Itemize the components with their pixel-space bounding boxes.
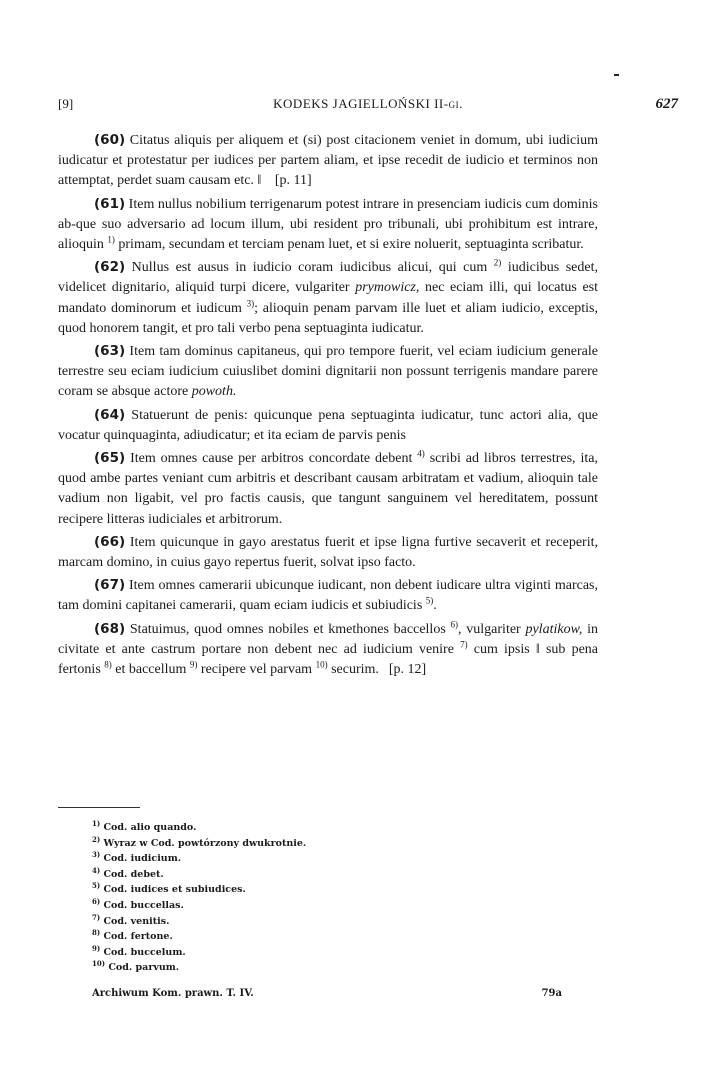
paragraph-number: (60) [94,132,126,148]
paragraph-number: (65) [94,450,126,467]
paragraph-61 [58,194,598,256]
paragraph-68 [58,619,598,681]
main-text [58,130,598,682]
paragraph-number: (62) [94,259,126,276]
paragraph-67 [58,575,598,616]
paragraph-text: cum ipsis ‖ sub pena fertonis [58,641,598,678]
running-title: KODEKS JAGIELLOŃSKI II-gi. [273,96,463,111]
footnote-ref: 5) [425,595,434,606]
footnote-ref: 9) [189,659,198,670]
paragraph-text: nec eciam illi, qui locatus est mandato dominorum et iudicum [58,280,598,316]
paragraph-number: (66) [94,533,126,550]
footnote-ref: 7) [460,639,468,650]
paragraph-text: Item nullus nobilium terrigenarum potest intrare in presenciam iudicis cum dominis ab-que suo adversario ad locum illum, ubi resident pro tribunali, ubi prohibitum est intrare, alioquin [58,196,598,253]
running-header [58,96,678,116]
footnote: $^{1)}$ Cod. alio quando. [92,818,197,833]
paragraph-63 [58,341,598,403]
page-footer [92,988,562,1004]
paragraph-number: (63) [94,343,126,360]
footnote: $^{4)}$ Cod. debet. [92,865,164,880]
paragraph-text: Statuerunt de penis: quicunque pena septuaginta iudicatur, tunc actori alia, que vocatur quinquaginta, adiudicatur; et ita eciam de parvis penis [58,407,598,443]
paragraph-62 [58,257,598,339]
paragraph-text: scribi ad libros terrestres, ita, quod ambe partes veniant cum arbitris et describant causam arbitratam et vadium, alioquin tale vadium non ligabit, vel pro factis causis, que tangunt sanguinem vel hereditatem, possunt recipere litteras iudiciales et arbitrorum. [58,451,598,527]
paragraph-text: et baccellum [111,662,190,678]
paragraph-text: iudicibus sedet, videlicet dignitario, aliquid turpi dicere, vulgariter [58,260,598,296]
footnote-ref: 10) [315,659,328,670]
vernacular-term: powoth. [191,384,237,400]
footnote: $^{8)}$ Cod. fertone. [92,928,173,943]
paragraph-text: ; alioquin penam parvam ille luet et aliam iudicio, exceptis, quod honorem tangit, et pro tali verbo pena septuaginta iudicatur. [58,300,598,336]
section-number: [9] [58,96,74,111]
paragraph-text: Item tam dominus capitaneus, qui pro tempore fuerit, vel eciam iudicium generale terrestre seu eciam iudicium cuiuslibet domini dignitarii non possunt terrigenis mandare parere coram se absque actore [58,344,598,400]
footnote-divider [58,807,140,808]
paragraph-number: (61) [94,195,126,212]
vernacular-term: prymowicz, [355,280,420,296]
paragraph-text: Item omnes camerarii ubicunque iudicant, non debent iudicare ultra viginti marcas, tam domini capitanei camerarii, quam eciam iudicis et subiudicis [58,578,598,614]
paragraph-text: in civitate et ante castrum portare non debent nec ad iudicium venire [58,621,599,657]
footnote: $^{7)}$ Cod. venitis. [92,912,170,927]
footnote: $^{2)}$ Wyraz w Cod. powtórzony dwukrotnie. [92,834,307,849]
signature-mark: 79a [541,988,562,999]
footnote-ref: 3) [246,297,255,308]
paragraph-66 [58,532,598,573]
paragraph-text: Statuimus, quod omnes nobiles et kmethones baccellos [125,621,451,637]
footnote: $^{3)}$ Cod. iudicium. [92,850,182,865]
paragraph-text: Item omnes cause per arbitros concordate debent [125,451,418,467]
paragraph-text: Citatus aliquis per aliquem et (si) post citacionem veniet in domum, ubi iudicium iudicatur et protestatur per iudices per partem aliam, et ipse recedit de iudicio et terminos non attemptat, perdet suam causam etc. ‖ [58,133,598,189]
paragraph-number: (67) [94,577,126,594]
page-number: 627 [655,96,678,112]
footnote: $^{10)}$ Cod. parvum. [92,959,180,974]
paragraph-text: , vulgariter [458,621,526,637]
paragraph-64 [58,405,598,446]
paragraph-text: . [433,598,437,614]
corner-mark [614,74,619,76]
paragraph-text: recipere vel parvam [197,662,316,678]
footnote-ref: 4) [417,448,425,459]
paragraph-number: (68) [94,620,126,637]
footnote-ref: 1) [107,234,115,245]
footnote-ref: 6) [450,619,459,630]
paragraph-text: securim. [327,662,379,678]
paragraph-65 [58,448,598,530]
page-reference: [p. 11] [274,173,312,189]
vernacular-term: pylatikow, [525,621,583,637]
footnote-ref: 2) [493,257,502,268]
footnote: $^{9)}$ Cod. buccelum. [92,943,186,958]
footnote: $^{6)}$ Cod. buccellas. [92,896,184,911]
paragraph-60 [58,130,598,192]
footnote: $^{5)}$ Cod. iudices et subiudices. [92,881,246,896]
footer-source: Archiwum Kom. prawn. T. IV. [92,988,254,999]
page-reference: [p. 12] [388,662,427,678]
paragraph-text: Nullus est ausus in iudicio coram iudicibus alicui, qui cum [125,260,494,276]
paragraph-number: (64) [94,406,126,423]
paragraph-text: Item quicunque in gayo arestatus fuerit et ipse ligna furtive secaverit et receperit, marcam domino, in cuius gayo repertus fuerit, solvat ipso facto. [58,534,598,571]
footnotes [92,820,392,976]
paragraph-text: primam, secundam et terciam penam luet, et si exire noluerit, septuaginta scribatur. [114,237,584,253]
footnote-ref: 8) [104,659,112,670]
